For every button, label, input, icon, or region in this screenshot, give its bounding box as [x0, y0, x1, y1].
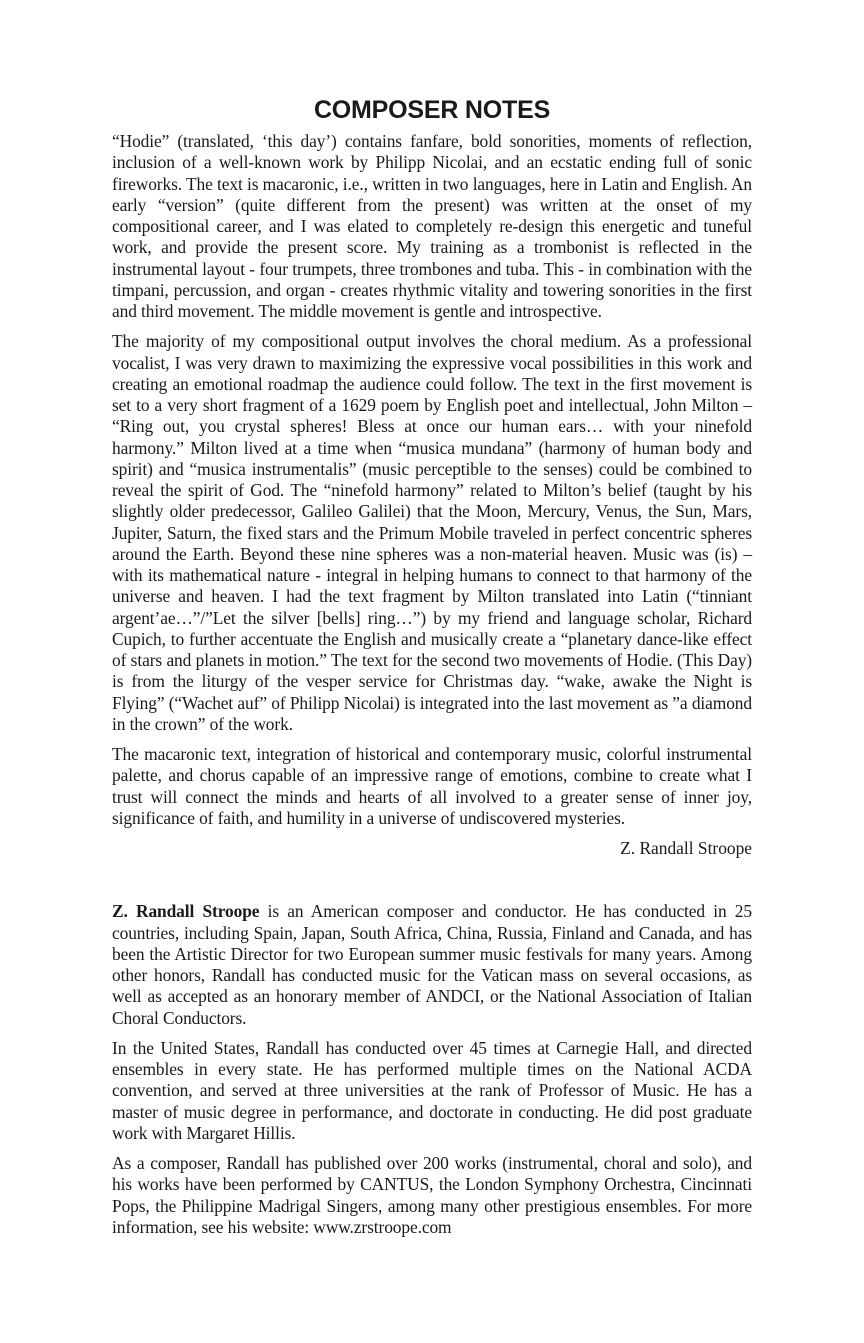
bio-paragraph-3: As a composer, Randall has published over 200 works (instrumental, choral and solo), and his works have been performed by CANTUS, the London Symphony Orchestra, Cincinnati Pops, the Philippine Madrigal Singers, among many other prestigious ensembles. For more information, see his website: www.zrstroope.com	[112, 1153, 752, 1237]
notes-paragraph-1: “Hodie” (translated, ‘this day’) contains fanfare, bold sonorities, moments of reflection, inclusion of a well-known work by Philipp Nicolai, and an ecstatic ending full of sonic fireworks. The text is macaronic, i.e., written in two languages, here in Latin and English. An early “version” (quite different from the present) was written at the onset of my compositional career, and I was elated to completely re-design this energetic and tuneful work, and provide the present score. My training as a trombonist is reflected in the instrumental layout - four trumpets, three trombones and tuba. This - in combination with the timpani, percussion, and organ - creates rhythmic vitality and towering sonorities in the first and third movement. The middle movement is gentle and introspective.	[112, 131, 752, 321]
page-title: COMPOSER NOTES	[313, 96, 551, 124]
signature: Z. Randall Stroope	[620, 838, 752, 858]
bio-paragraph-1	[112, 901, 752, 1029]
bio-name: Z. Randall Stroope	[112, 901, 260, 922]
notes-paragraph-2: The majority of my compositional output involves the choral medium. As a professional vocalist, I was very drawn to maximizing the expressive vocal possibilities in this work and creating an emotional roadmap the audience could follow. The text in the first movement is set to a very short fragment of a 1629 poem by English poet and intellectual, John Milton – “Ring out, you crystal spheres! Bless at once our human ears… with your ninefold harmony.” Milton lived at a time when “musica mundana” (harmony of human body and spirit) and “musica instrumentalis” (music perceptible to the senses) could be combined to reveal the spirit of God. The “ninefold harmony” related to Milton’s belief (taught by his slightly older predecessor, Galileo Galilei) that the Moon, Mercury, Venus, the Sun, Mars, Jupiter, Saturn, the fixed stars and the Primum Mobile traveled in perfect concentric spheres around the Earth. Beyond these nine spheres was a non-material heaven. Music was (is) – with its mathematical nature - integral in helping humans to connect to that harmony of the universe and heaven. I had the text fragment by Milton translated into Latin (“tinniant argent’ae…”/”Let the silver [bells] ring…”) by my friend and language scholar, Richard Cupich, to further accentuate the English and musically create a “planetary dance-like effect of stars and planets in motion.” The text for the second two movements of Hodie. (This Day) is from the liturgy of the vesper service for Christmas day. “wake, awake the Night is Flying” (“Wachet auf” of Philipp Nicolai) is integrated into the last movement as ”a diamond in the crown” of the work.	[112, 331, 752, 734]
notes-paragraph-3: The macaronic text, integration of historical and contemporary music, colorful instrumental palette, and chorus capable of an impressive range of emotions, combine to create what I trust will connect the minds and hearts of all involved to a greater sense of inner joy, significance of faith, and humility in a universe of undiscovered mysteries.	[112, 744, 752, 828]
composer-notes-section	[112, 131, 752, 859]
bio-paragraph-2: In the United States, Randall has conducted over 45 times at Carnegie Hall, and directed ensembles in every state. He has performed multiple times on the National ACDA convention, and served at three universities at the rank of Professor of Music. He has a master of music degree in performance, and doctorate in conducting. He did post graduate work with Margaret Hillis.	[112, 1037, 752, 1143]
biography-section	[112, 901, 752, 1238]
document-page	[112, 96, 752, 1247]
bio-paragraph-1-text: is an American composer and conductor. He has conducted in 25 countries, including Spain, Japan, South Africa, China, Russia, Finland and Canada, and has been the Artistic Director for two European summer music festivals for many years. Among other honors, Randall has conducted music for the Vatican mass on several occasions, as well as accepted as an honorary member of ANDCI, or the National Association of Italian Choral Conductors.	[112, 901, 752, 1028]
